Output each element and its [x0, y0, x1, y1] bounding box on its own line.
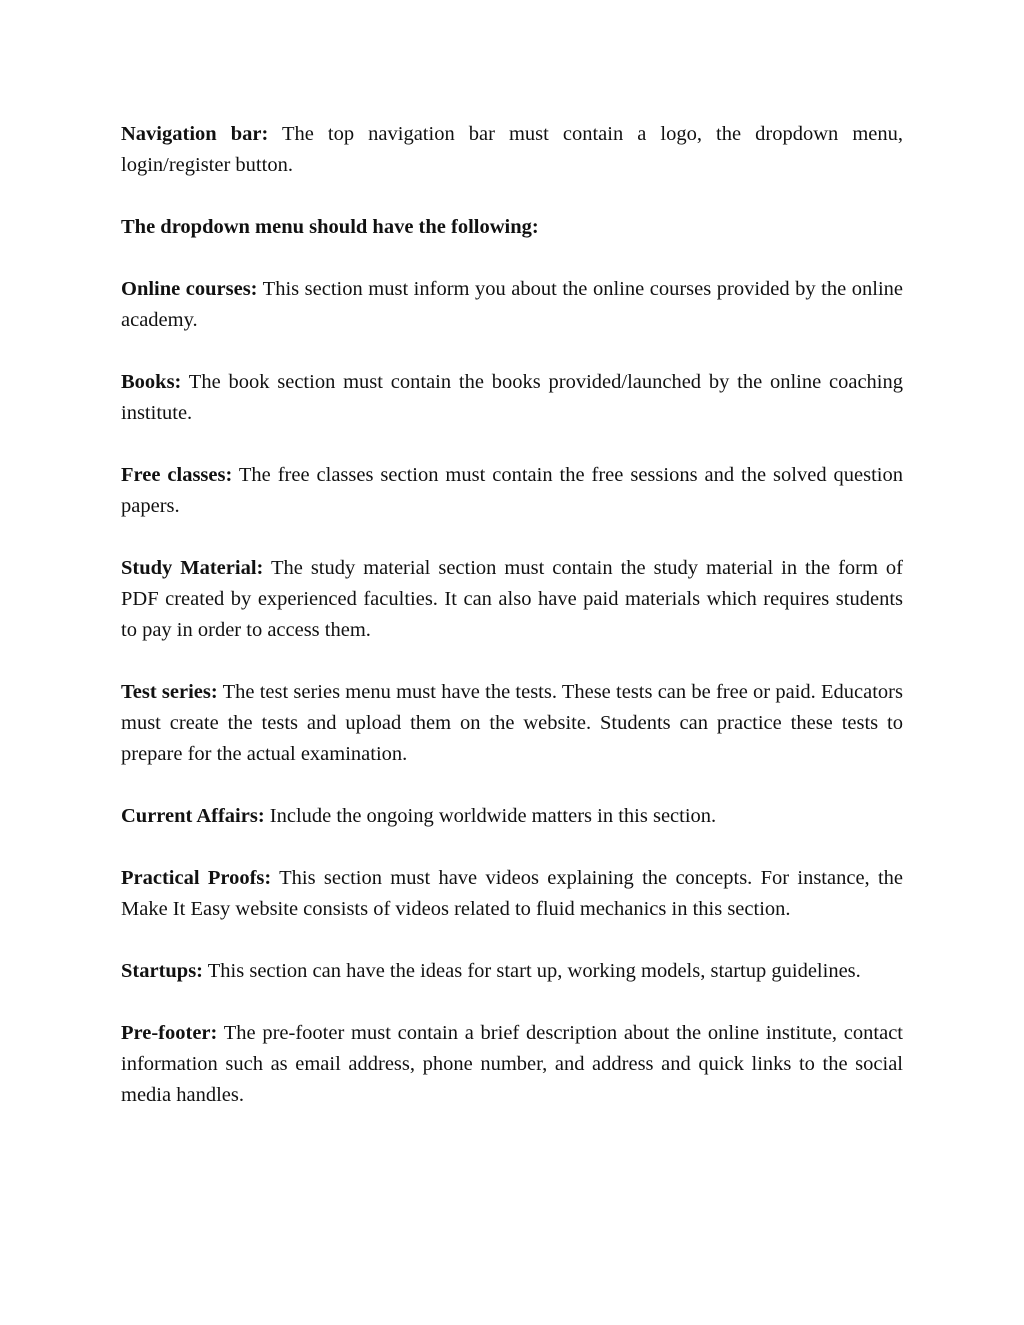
- term-navigation-bar: Navigation bar:: [121, 123, 269, 145]
- document-page: [121, 119, 903, 1142]
- text-startups: This section can have the ideas for start up, working models, startup guidelines.: [203, 960, 861, 982]
- paragraph-free-classes: [121, 460, 903, 522]
- text-navigation-bar: The top navigation bar must contain a logo, the dropdown menu, login/register button.: [121, 123, 903, 176]
- text-pre-footer: The pre-footer must contain a brief description about the online institute, contact information such as email address, phone number, and address and quick links to the social media handles.: [121, 1022, 903, 1106]
- term-current-affairs: Current Affairs:: [121, 805, 265, 827]
- paragraph-practical-proofs: [121, 863, 903, 925]
- term-practical-proofs: Practical Proofs:: [121, 867, 272, 889]
- term-study-material: Study Material:: [121, 557, 264, 579]
- paragraph-study-material: [121, 553, 903, 646]
- paragraph-dropdown-intro: [121, 212, 903, 243]
- text-online-courses: This section must inform you about the online courses provided by the online academy.: [121, 278, 903, 331]
- term-test-series: Test series:: [121, 681, 218, 703]
- text-test-series: The test series menu must have the tests. These tests can be free or paid. Educators must create the tests and upload them on the website. Students can practice these tests to prepare for the actual examination.: [121, 681, 903, 765]
- paragraph-pre-footer: [121, 1018, 903, 1111]
- paragraph-online-courses: [121, 274, 903, 336]
- term-dropdown-intro: The dropdown menu should have the following:: [121, 216, 539, 238]
- text-practical-proofs: This section must have videos explaining the concepts. For instance, the Make It Easy website consists of videos related to fluid mechanics in this section.: [121, 867, 904, 920]
- term-online-courses: Online courses:: [121, 278, 258, 300]
- text-study-material: The study material section must contain the study material in the form of PDF created by experienced faculties. It can also have paid materials which requires students to pay in order to access them.: [121, 557, 903, 641]
- term-pre-footer: Pre-footer:: [121, 1022, 218, 1044]
- paragraph-current-affairs: [121, 801, 903, 832]
- paragraph-books: [121, 367, 903, 429]
- text-current-affairs: Include the ongoing worldwide matters in this section.: [264, 805, 717, 827]
- term-free-classes: Free classes:: [121, 464, 233, 486]
- text-books: The book section must contain the books provided/launched by the online coaching institute.: [121, 371, 903, 424]
- text-free-classes: The free classes section must contain the free sessions and the solved question papers.: [121, 464, 903, 517]
- paragraph-startups: [121, 956, 903, 987]
- term-books: Books:: [121, 371, 182, 393]
- paragraph-test-series: [121, 677, 903, 770]
- term-startups: Startups:: [121, 960, 204, 982]
- paragraph-navigation-bar: [121, 119, 903, 181]
